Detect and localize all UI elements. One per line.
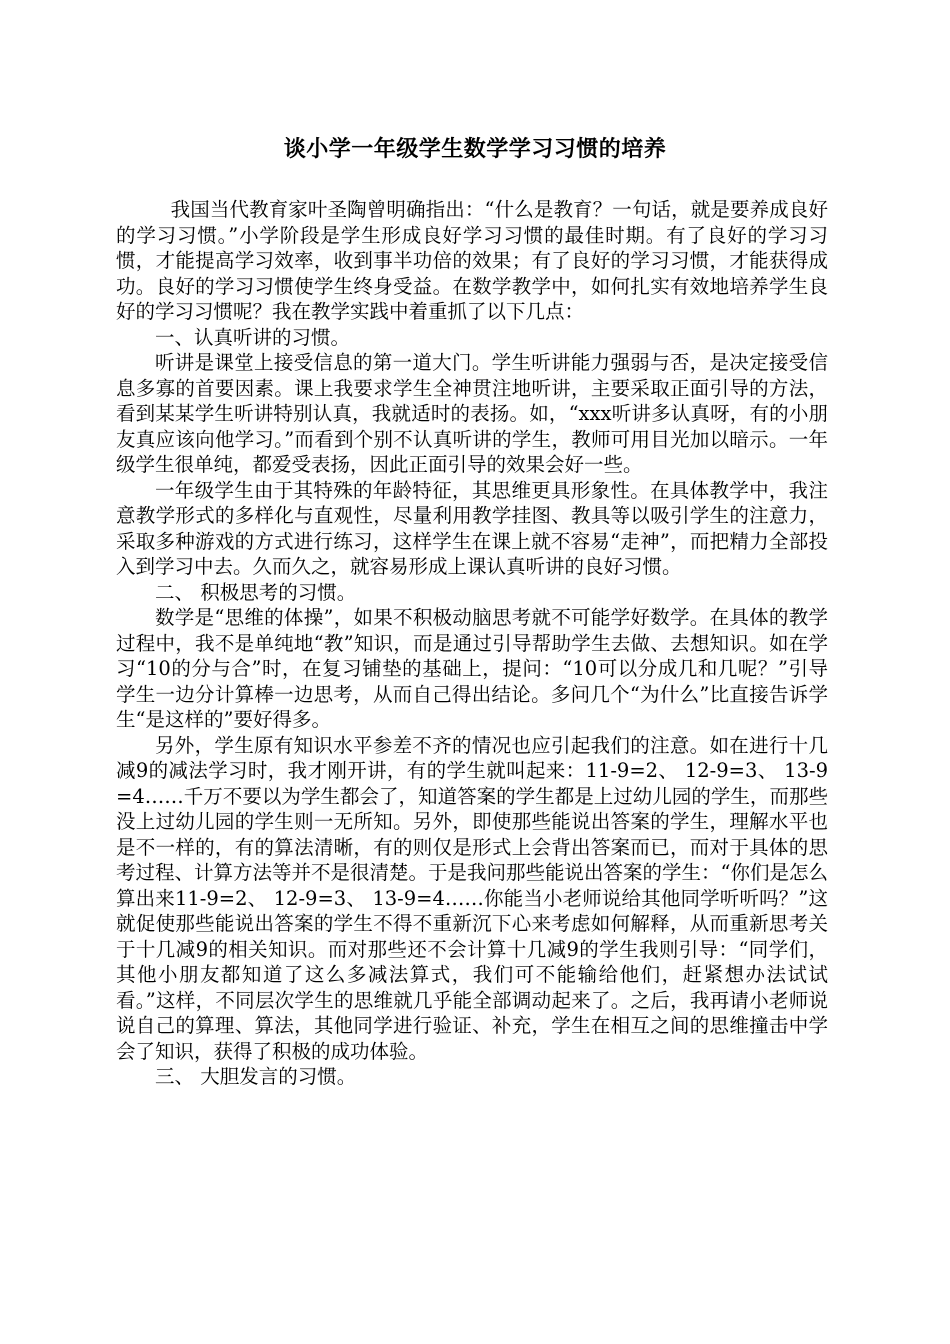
paragraph: 听讲是课堂上接受信息的第一道大门。学生听讲能力强弱与否，是决定接受信息多寡的首要因素。课上我要求学生全神贯注地听讲，主要采取正面引导的方法，看到某某学生听讲特别认真，我就适时的表扬。如，“xxx听讲多认真呀，有的小朋友真应该向他学习。”而看到个别不认真听讲的学生，教师可用目光加以暗示。一年级学生很单纯，都爱受表扬，因此正面引导的效果会好一些。 bbox=[116, 351, 828, 476]
paragraph: 一年级学生由于其特殊的年龄特征，其思维更具形象性。在具体教学中，我注意教学形式的多样化与直观性，尽量利用教学挂图、教具等以吸引学生的注意力，采取多种游戏的方式进行练习，这样学生在课上就不容易“走神”，而把精力全部投入到学习中去。久而久之，就容易形成上课认真听讲的良好习惯。 bbox=[116, 478, 828, 578]
article-body bbox=[116, 197, 828, 1090]
section-heading-1: 一、认真听讲的习惯。 bbox=[155, 325, 351, 349]
paragraph: 数学是“思维的体操”，如果不积极动脑思考就不可能学好数学。在具体的教学过程中，我不是单纯地“教”知识，而是通过引导帮助学生去做、去想知识。如在学习“10的分与合”时，在复习铺垫的基础上，提问：“10可以分成几和几呢？”引导学生一边分计算棒一边思考，从而自己得出结论。多问几个“为什么”比直接告诉学生“是这样的”要好得多。 bbox=[116, 606, 828, 731]
page-title: 谈小学一年级学生数学学习习惯的培养 bbox=[283, 136, 667, 162]
section-heading-3: 三、 大胆发言的习惯。 bbox=[155, 1065, 357, 1088]
paragraph: 另外，学生原有知识水平参差不齐的情况也应引起我们的注意。如在进行十几减9的减法学习时，我才刚开讲，有的学生就叫起来：11-9=2、 12-9=3、 13-9=4……千万不要以为学生都会了，知道答案的学生都是上过幼儿园的学生，而那些没上过幼儿园的学生则一无所知。另外，即使那些能说出答案的学生，理解水平也是不一样的，有的算法清晰，有的则仅是形式上会背出答案而已，而对于具体的思考过程、计算方法等并不是很清楚。于是我问那些能说出答案的学生：“你们是怎么算出来11-9=2、 12-9=3、 13-9=4……你能当小老师说给其他同学听听吗？”这就促使那些能说出答案的学生不得不重新沉下心来考虑如何解释，从而重新思考关于十几减9的相关知识。而对那些还不会计算十几减9的学生我则引导：“同学们，其他小朋友都知道了这么多减法算式，我们可不能输给他们，赶紧想办法试试看。”这样，不同层次学生的思维就几乎能全部调动起来了。之后，我再请小老师说说自己的算理、算法，其他同学进行验证、补充，学生在相互之间的思维撞击中学会了知识，获得了积极的成功体验。 bbox=[116, 733, 828, 1063]
intro-paragraph: 我国当代教育家叶圣陶曾明确指出：“什么是教育？一句话，就是要养成良好的学习习惯。”小学阶段是学生形成良好学习习惯的最佳时期。有了良好的学习习惯，才能提高学习效率，收到事半功倍的效果；有了良好的学习习惯，才能获得成功。良好的学习习惯使学生终身受益。在数学教学中，如何扎实有效地培养学生良好的学习习惯呢？我在教学实践中着重抓了以下几点： bbox=[116, 198, 828, 323]
section-heading-2: 二、 积极思考的习惯。 bbox=[155, 580, 357, 604]
